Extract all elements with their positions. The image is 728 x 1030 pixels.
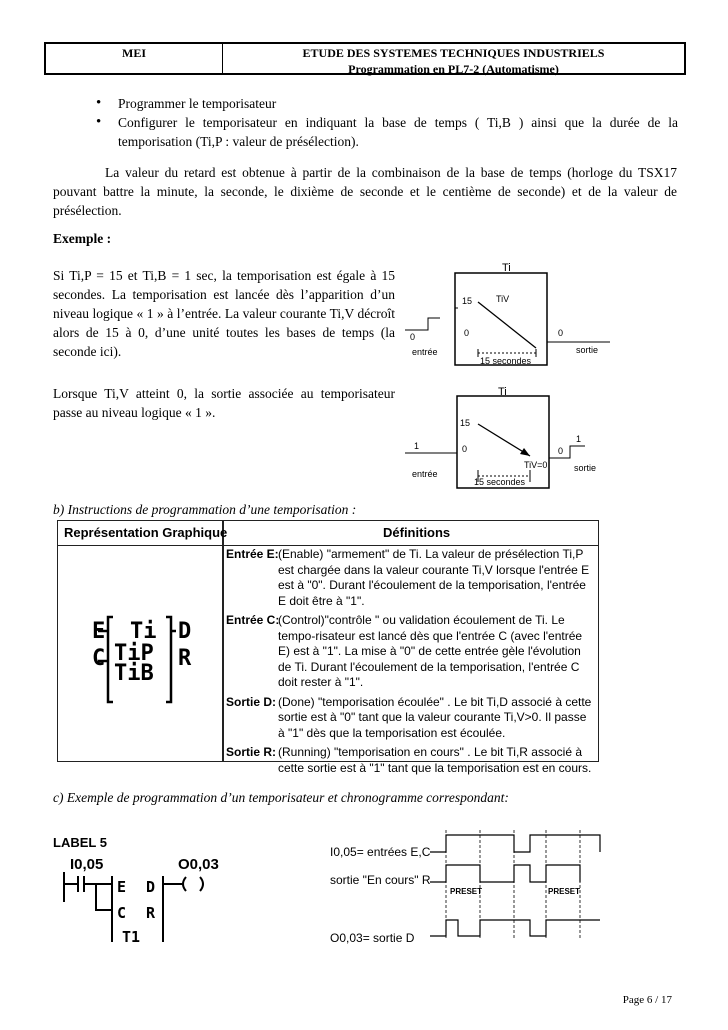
output-step — [549, 446, 585, 458]
definition-key: Entrée E: — [226, 547, 279, 561]
pin-c: C — [92, 646, 106, 671]
timer-diagram-start — [400, 262, 615, 377]
header-subtitle: Programmation en PL7-2 (Automatisme) — [348, 62, 559, 76]
preset-label-2: PRESET — [548, 887, 581, 896]
sortie-label: sortie — [576, 345, 599, 355]
timer-box — [457, 396, 549, 488]
tiv0-label: TiV=0 — [524, 460, 548, 470]
definition-item — [226, 547, 596, 609]
ti-label: Ti — [498, 386, 507, 398]
signal-ec — [430, 835, 600, 852]
signal-d — [430, 920, 600, 936]
entree-label: entrée — [412, 469, 438, 479]
definition-key: Sortie R: — [226, 745, 277, 759]
example-heading: Exemple : — [53, 231, 112, 246]
definition-text: (Control)"contrôle " ou validation écoulement de Ti. Le tempo-risateur est lancé dès que l'entrée C (avec l'entrée E) est à "1". La mise à "0" de cette entrée gèle l'évolution de Ti. Durant l'écoulement de la temporisation, l'entrée C doit rester à "1". — [278, 613, 583, 689]
definition-item — [226, 613, 596, 691]
pin-tip: TiP — [114, 641, 154, 666]
definition-key: Entrée C: — [226, 613, 280, 627]
pin-d: D — [178, 619, 192, 644]
timer-box — [455, 273, 547, 365]
preset-label-1: PRESET — [450, 887, 483, 896]
header-right — [223, 44, 684, 76]
definition-item — [226, 745, 596, 776]
pin-ti: Ti — [130, 619, 157, 644]
ladder-input: I0,05 — [70, 856, 104, 873]
section-b-heading: b) Instructions de programmation d’une temporisation : — [53, 502, 357, 517]
ladder-pin-e: E — [117, 878, 127, 896]
tiv-label: TiV — [496, 294, 510, 304]
chrono-label-2: sortie "En cours" R — [330, 873, 431, 887]
signal-r — [430, 865, 580, 882]
zero-label: 0 — [462, 444, 468, 454]
header-left: MEI — [46, 44, 223, 73]
definition-text: (Done) "temporisation écoulée" . Le bit Ti,D associé à cette sortie est à "0" tant que la valeur courante Ti,V>0. Il passe à "1" dès que la temporisation est écoulée. — [278, 694, 592, 740]
output-0: 0 — [558, 328, 564, 338]
header-title: ETUDE DES SYSTEMES TECHNIQUES INDUSTRIELS — [302, 46, 605, 60]
input-step — [405, 318, 440, 330]
ladder-pin-d: D — [146, 878, 156, 896]
arrow-head — [520, 448, 530, 456]
timer-diagram-end — [400, 386, 615, 496]
secs-label: 15 secondes — [480, 356, 532, 366]
definition-text: (Running) "temporisation en cours" . Le bit Ti,R associé à cette sortie est à "1" tant que la temporisation est en cours. — [278, 745, 592, 775]
ladder-pin-c: C — [117, 904, 127, 922]
example-paragraph-1: Si Ti,P = 15 et Ti,B = 1 sec, la temporisation est égale à 15 secondes. La temporisation est lancée dès l’apparition d’un niveau logique « 1 » à l’entrée. La valeur courante Ti,V décroît alors de 15 à 0, d’une unité toutes les bases de temps (la seconde ici). — [53, 268, 395, 359]
header-box — [44, 42, 686, 75]
col-graphic-header: Représentation Graphique — [64, 525, 228, 540]
input-1: 1 — [414, 441, 420, 451]
ladder-diagram — [60, 872, 230, 944]
chrono-label-1: I0,05= entrées E,C — [330, 845, 431, 859]
ladder-pin-t1: T1 — [122, 928, 141, 946]
timer-definition-table — [57, 520, 599, 775]
bullet-item: • Programmer le temporisateur — [78, 94, 678, 113]
definitions-list — [226, 547, 596, 780]
table-divider — [222, 521, 224, 761]
val-15: 15 — [462, 296, 473, 306]
sortie-label: sortie — [574, 463, 597, 473]
pin-tib: TiB — [114, 661, 154, 686]
pin-e: E — [92, 619, 106, 644]
tiv-ramp — [478, 302, 536, 348]
chronogram — [430, 830, 610, 950]
bullet-list — [78, 94, 678, 151]
entree-label: entrée — [412, 347, 438, 357]
col-definitions-header: Définitions — [383, 525, 451, 540]
output-0: 0 — [558, 446, 564, 456]
output-1: 1 — [576, 434, 582, 444]
intro-paragraph: La valeur du retard est obtenue à partir de la combinaison de la base de temps (horloge du TSX17 pouvant battre la minute, la seconde, le dixième de seconde et le centième de seconde) et de la valeur de présélection. — [53, 165, 677, 218]
pin-r: R — [178, 646, 192, 671]
val-15: 15 — [460, 418, 471, 428]
ladder-pin-r: R — [146, 904, 156, 922]
secs-label: 15 secondes — [474, 477, 526, 487]
definition-key: Sortie D: — [226, 694, 277, 709]
input-0: 0 — [410, 332, 416, 342]
definition-item — [226, 695, 596, 742]
zero-label: 0 — [464, 328, 470, 338]
chrono-label-3: O0,03= sortie D — [330, 931, 415, 945]
example-paragraph-2: Lorsque Ti,V atteint 0, la sortie associée au temporisateur passe au niveau logique « 1 ». — [53, 386, 395, 420]
ladder-output: O0,03 — [178, 856, 219, 873]
definition-text: (Enable) "armement" de Ti. La valeur de présélection Ti,P est chargée dans la valeur courante Ti,V lorsque l'entrée E est à "0". Durant l'écoulement de la temporisation, l'entrée E doit être à "1". — [278, 547, 590, 608]
section-c-heading: c) Exemple de programmation d’un temporisateur et chronogramme correspondant: — [53, 790, 509, 805]
ladder-label: LABEL 5 — [53, 835, 107, 850]
page-number: Page 6 / 17 — [622, 994, 672, 1006]
ti-label: Ti — [502, 262, 511, 274]
bullet-item: • Configurer le temporisateur en indiquant la base de temps ( Ti,B ) ainsi que la durée de la temporisation (Ti,P : valeur de présélection). — [78, 113, 678, 151]
